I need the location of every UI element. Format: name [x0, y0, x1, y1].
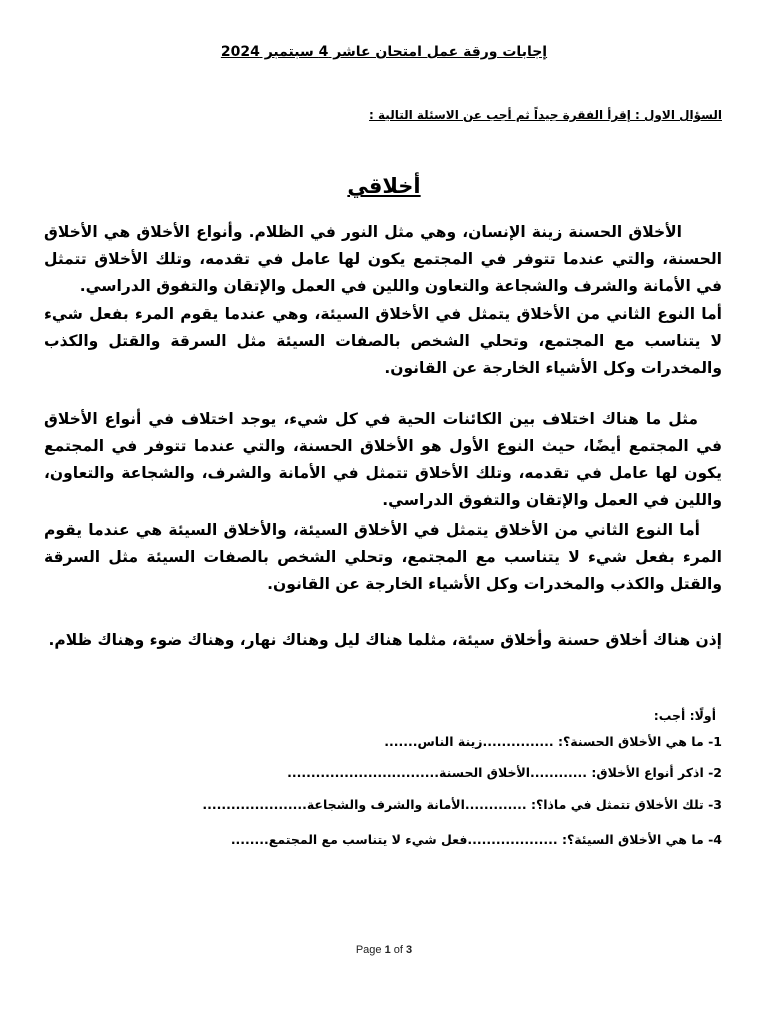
question-instruction [42, 108, 722, 122]
answer-item-4: 4- ما هي الأخلاق السيئة؟: ...................فعل شيء لا يتناسب مع المجتمع........ [230, 832, 722, 847]
instruction-text: السؤال الاول : إقرأ الفقرة جيداً ثم أجب عن الاسئلة التالية : [369, 108, 722, 122]
passage-paragraph-1: الأخلاق الحسنة زينة الإنسان، وهي مثل النور في الظلام. وأنواع الأخلاق هي الأخلاق الحسنة، والتي عندما تتوفر في المجتمع يكون لها عامل في تقدمه، وتلك الأخلاق تتمثل في الأمانة والشرف والشجاعة والتعاون واللين في العمل والإتقان والتفوق الدراسي. [44, 223, 722, 295]
page-footer [0, 944, 768, 956]
passage-title-text: أخلاقي [347, 174, 421, 198]
passage-title [0, 174, 768, 198]
of-word: of [393, 944, 403, 956]
page-word: Page [355, 944, 382, 956]
passage-paragraph-4: أما النوع الثاني من الأخلاق يتمثل في الأخلاق السيئة، والأخلاق السيئة هي عندما يقوم المرء بفعل شيء لا يتناسب مع المجتمع، وتحلي الشخص بالصفات السيئة مثل السرقة والقتل والكذب والمخدرات وكل الأشياء الخارجة عن القانون. [44, 521, 722, 593]
answer-item-3: 3- تلك الأخلاق تتمثل في ماذا؟: .............الأمانة والشرف والشجاعة...................... [202, 797, 722, 812]
passage-paragraph-2: أما النوع الثاني من الأخلاق يتمثل في الأخلاق السيئة، وهي عندما يقوم المرء بفعل شيء لا يتناسب مع المجتمع، وتحلي الشخص بالصفات السيئة مثل السرقة والقتل والكذب والمخدرات وكل الأشياء الخارجة عن القانون. [44, 305, 722, 377]
worksheet-header [0, 44, 768, 60]
answers-heading: أولًا: أجب: [653, 708, 716, 723]
current-page-number: 1 [384, 944, 391, 956]
passage-paragraph-3: مثل ما هناك اختلاف بين الكائنات الحية في كل شيء، يوجد اختلاف في أنواع الأخلاق في المجتمع أيضًا، حيث النوع الأول هو الأخلاق الحسنة، والتي عندما تتوفر في المجتمع يكون لها عامل في تقدمه، وتلك الأخلاق تتمثل في الأمانة والشرف، والشجاعة والتعاون، واللين في العمل والإتقان والتفوق الدراسي. [44, 410, 722, 509]
answer-item-1: 1- ما هي الأخلاق الحسنة؟: ...............زينة الناس....... [384, 734, 722, 749]
answer-item-2: 2- اذكر أنواع الأخلاق: ............الأخلاق الحسنة................................ [287, 765, 722, 780]
total-pages-number: 3 [406, 944, 413, 956]
passage-paragraph-5: إذن هناك أخلاق حسنة وأخلاق سيئة، مثلما هناك ليل وهناك نهار، وهناك ضوء وهناك ظلام. [48, 631, 722, 649]
worksheet-title: إجابات ورقة عمل امتحان عاشر 4 سبتمبر 2024 [220, 44, 548, 60]
